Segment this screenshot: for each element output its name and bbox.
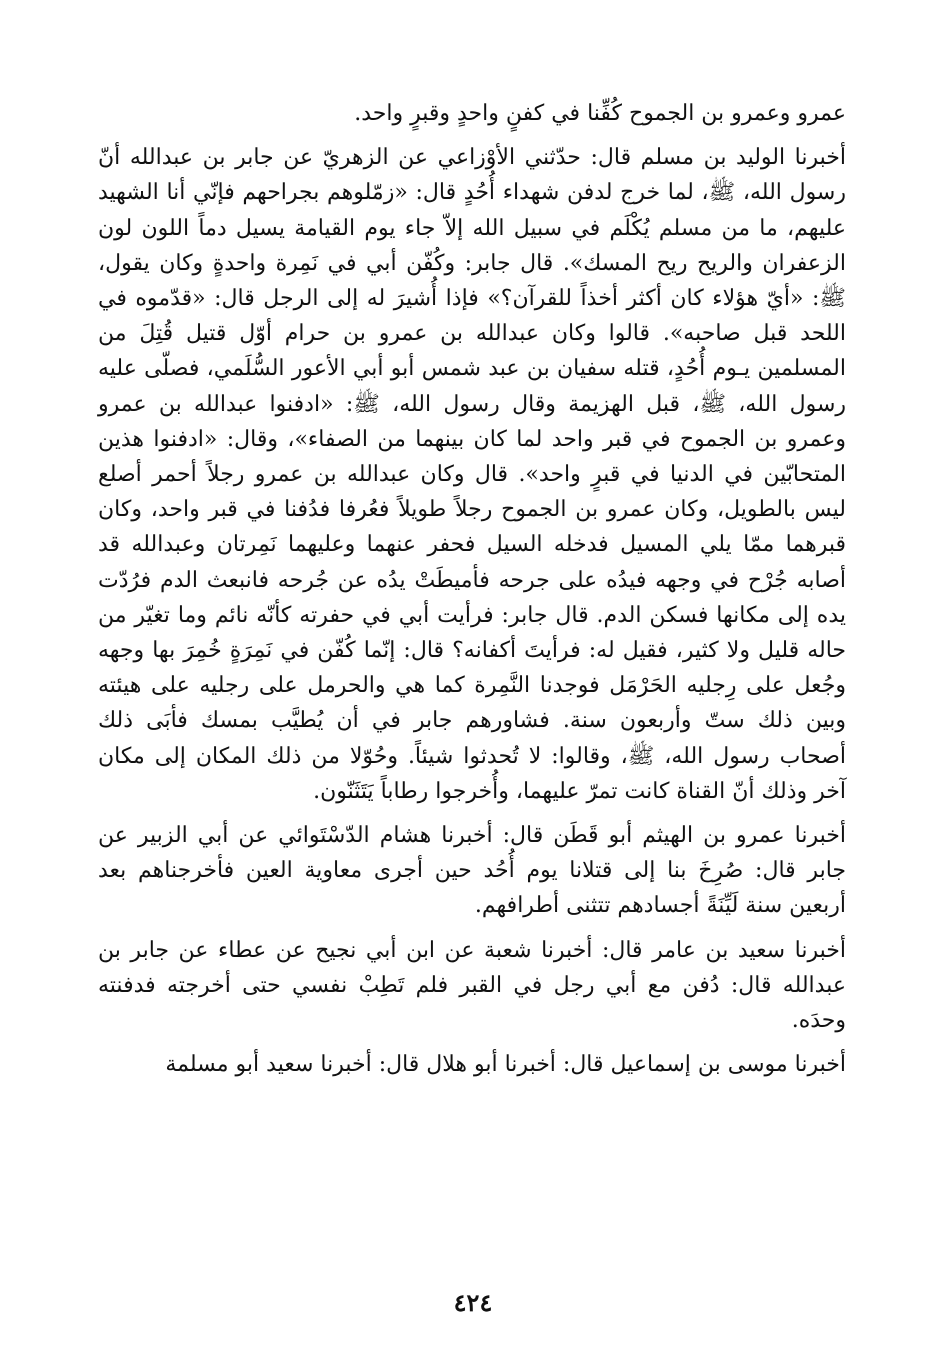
page-number: ٤٢٤	[453, 1288, 493, 1317]
paragraph-4: أخبرنا سعيد بن عامر قال: أخبرنا شعبة عن ابن أبي نجيح عن عطاء عن جابر بن عبدالله قال: دُفن مع أبي رجل في القبر فلم تَطِبْ نفسي حتى أخرجته فدفنته وحدَه.	[98, 937, 846, 1034]
paragraph-2: أخبرنا الوليد بن مسلم قال: حدّثني الأوْزاعي عن الزهريّ عن جابر بن عبدالله أنّ رسول الله، ﷺ، لما خرج لدفن شهداء أُحُدٍ قال: «زمّلوهم بجراحهم فإنّي أنا الشهيد عليهم، ما من مسلم يُكْلَم في سبيل الله إلاّ جاء يوم القيامة يسيل دماً اللون لون الزعفران والريح ريح المسك». قال جابر: وكُفّن أبي في نَمِرة واحدةٍ وكان يقول، ﷺ: «أيّ هؤلاء كان أكثر أخذاً للقرآن؟» فإذا أُشيرَ له إلى الرجل قال: «قدّموه في اللحد قبل صاحبه». قالوا وكان عبدالله بن عمرو بن حرام أوّل قتيل قُتِلَ من المسلمين يـوم أُحُدٍ، قتله سفيان بن عبد شمس أبو أبي الأعور السُّلَمي، فصلّى عليه رسول الله، ﷺ، قبل الهزيمة وقال رسول الله، ﷺ: «ادفنوا عبدالله بن عمرو وعمرو بن الجموح في قبر واحد لما كان بينهما من الصفاء»، وقال: «ادفنوا هذين المتحابّين في الدنيا في قبرٍ واحد». قال وكان عبدالله بن عمرو رجلاً أحمر أصلع ليس بالطويل، وكان عمرو بن الجموح رجلاً طويلاً فعُرفا فدُفنا في قبر واحد، وكان قبرهما ممّا يلي المسيل فدخله السيل فحفر عنهما وعليهما نَمِرتان وعبدالله قد أصابه جُرْح في وجهه فيدُه على جرحه فأميطَتْ يدُه عن جُرحه فانبعث الدم فرُدّت يده إلى مكانها فسكن الدم. قال جابر: فرأيت أبي في حفرته كأنّه نائم وما تغيّر من حاله قليل ولا كثير، فقيل له: فرأيتَ أكفانه؟ قال: إنّما كُفّن في نَمِرَةٍ خُمِرَ بها وجهه وجُعل على رِجليه الحَرْمَل فوجدنا النَّمِرة كما هي والحرمل على رجليه على هيئته وبين ذلك ستّ وأربعون سنة. فشاورهم جابر في أن يُطيَّب بمسك فأبَى ذلك أصحاب رسول الله، ﷺ، وقالوا: لا تُحدثوا شيئاً. وحُوّلا من ذلك المكان إلى مكان آخر وذلك أنّ القناة كانت تمرّ عليهما، وأُخرجوا رطاباً يَتَثَنّون.	[98, 145, 846, 804]
paragraph-3: أخبرنا عمرو بن الهيثم أبو قَطَن قال: أخبرنا هشام الدّسْتَوائي عن أبي الزبير عن جابر قال: صُرِخَ بنا إلى قتلانا يوم أُحُد حين أجرى معاوية العين فأخرجناهم بعد أربعين سنة لَيِّنَةً أجسادهم تتثنى أطرافهم.	[98, 823, 846, 919]
paragraph-5: أخبرنا موسى بن إسماعيل قال: أخبرنا أبو هلال قال: أخبرنا سعيد أبو مسلمة	[165, 1052, 846, 1078]
paragraph-1: عمرو وعمرو بن الجموح كُفِّنا في كفنٍ واحدٍ وقبرٍ واحد.	[354, 101, 846, 126]
page-body	[98, 96, 846, 1082]
